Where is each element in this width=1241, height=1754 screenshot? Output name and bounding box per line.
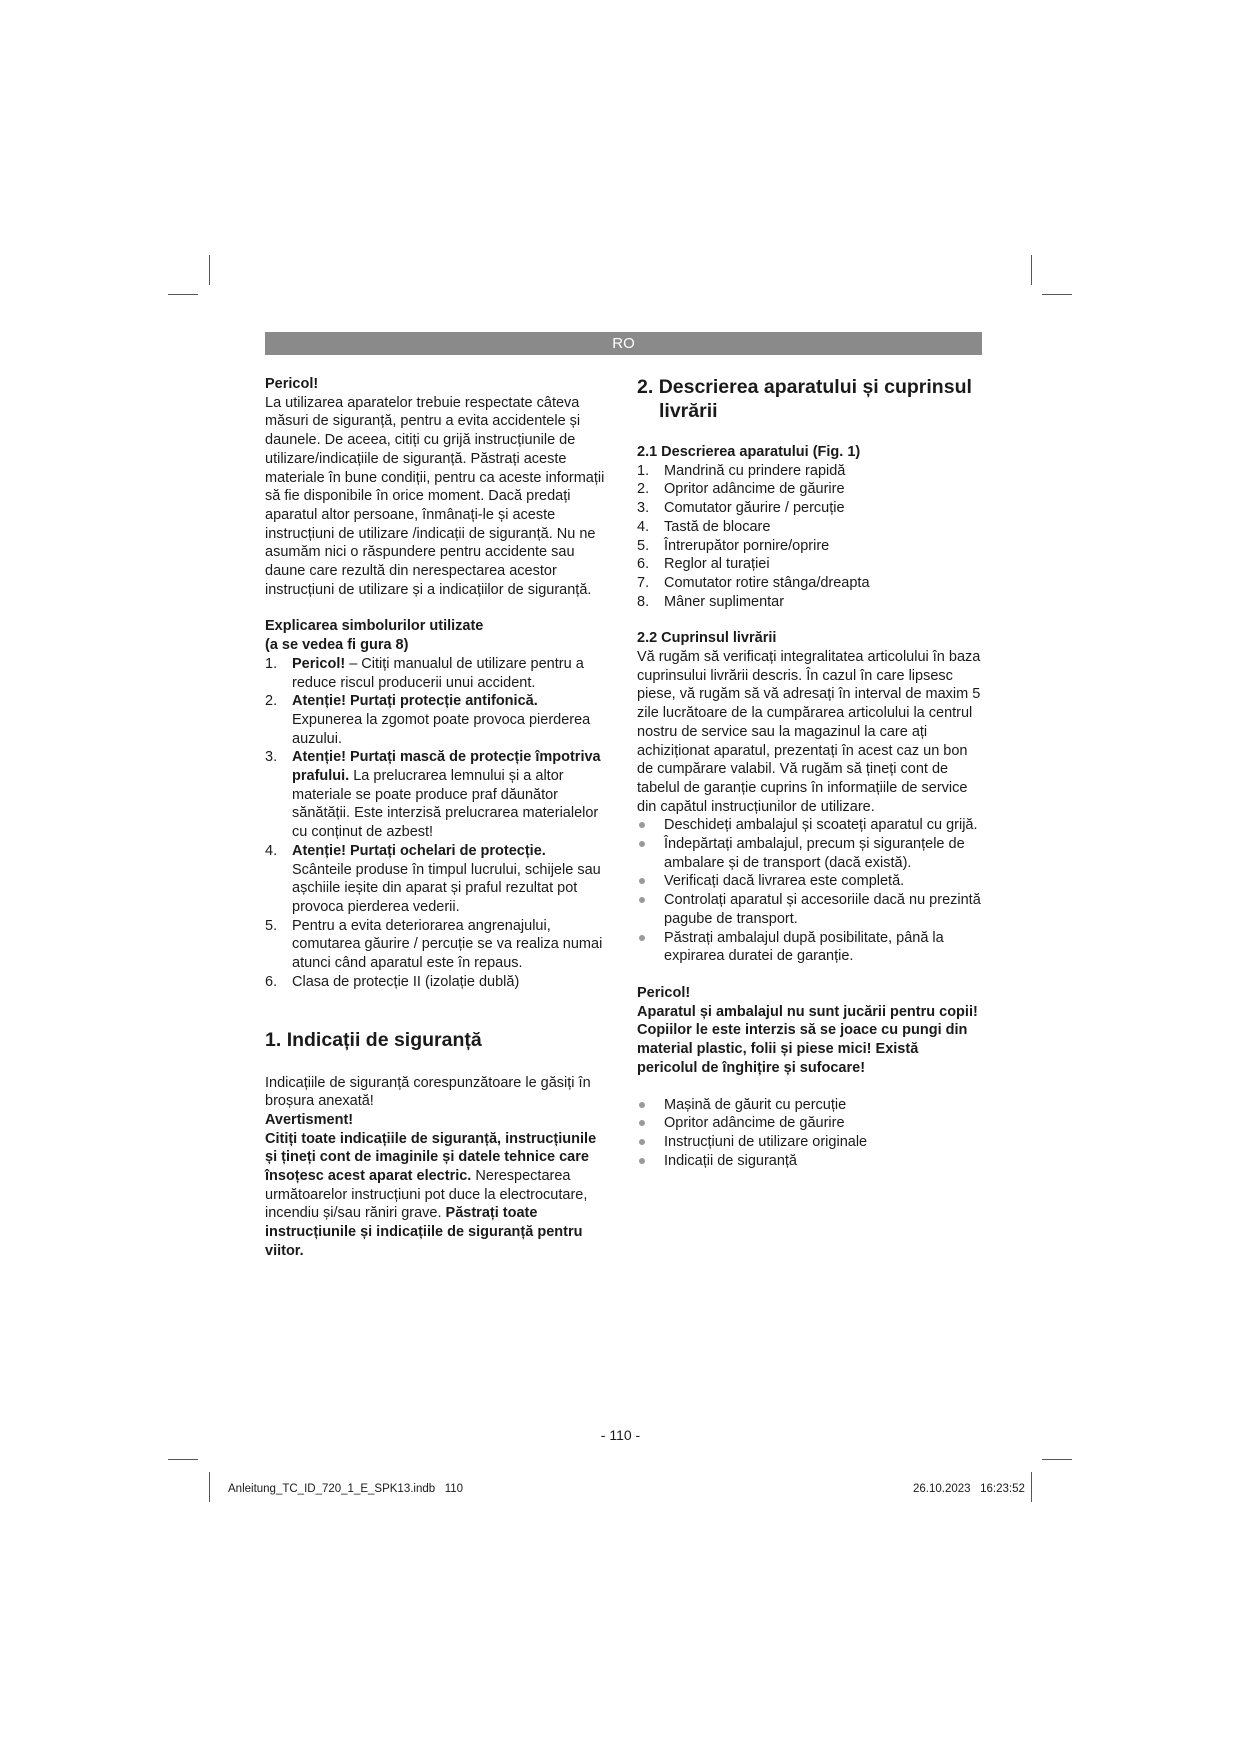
part-item-7: 7. Comutator rotire stânga/dreapta <box>637 574 870 591</box>
bullet-icon <box>639 1102 645 1108</box>
section-2-title: 2. Descrierea aparatului și cuprinsul livrării <box>637 376 972 422</box>
print-date-time: 26.10.2023 16:23:52 <box>913 1483 1025 1495</box>
child-danger-heading: Pericol! <box>637 984 691 1001</box>
symbol-item-5: 5. Pentru a evita deteriorarea angrenajului, comutarea găurire / percuție se va realiza numai atunci când aparatul este în repaus. <box>265 917 603 972</box>
delivery-step: Verificați dacă livrarea este completă. <box>637 872 982 891</box>
symbols-subheading: (a se vedea fi gura 8) <box>265 637 409 654</box>
danger-heading: Pericol! <box>265 376 319 392</box>
child-danger-paragraph: Aparatul și ambalajul nu sunt jucării pentru copii! Copiilor le este interzis să se joace cu pungi din material plastic, folii și piese mici! Există pericolul de înghițire și sufocare! <box>637 1003 978 1076</box>
delivery-step: Deschideți ambalajul și scoateți aparatul cu grijă. <box>637 816 982 835</box>
part-item-1: 1. Mandrină cu prindere rapidă <box>637 462 846 479</box>
bullet-icon <box>639 1120 645 1126</box>
warning-paragraph: Citiți toate indicațiile de siguranță, instrucțiunile și țineți cont de imaginile și datele tehnice care însoțesc acest aparat electric. Nerespectarea următoarelor instrucțiuni pot duce la electrocutare, incendiu și/sau răniri grave. Păstrați toate instrucțiunile și indicațiile de siguranță pentru viitor. <box>265 1130 597 1259</box>
part-item-6: 6. Reglor al turației <box>637 556 770 573</box>
bullet-icon <box>639 878 645 884</box>
delivery-step: Păstrați ambalajul după posibilitate, până la expirarea duratei de garanție. <box>637 929 982 966</box>
symbol-item-1: 1. Pericol! – Citiți manualul de utilizare pentru a reduce riscul producerii unui accident. <box>265 655 584 691</box>
delivery-steps-list <box>637 816 982 966</box>
left-column <box>265 375 606 1261</box>
part-item-3: 3. Comutator găurire / percuție <box>637 500 845 517</box>
package-item: Opritor adâncime de găurire <box>637 1114 982 1133</box>
bullet-icon <box>639 1158 645 1164</box>
symbols-list <box>265 655 606 992</box>
bullet-icon <box>639 935 645 941</box>
file-info: Anleitung_TC_ID_720_1_E_SPK13.indb 110 <box>228 1483 464 1495</box>
bullet-icon <box>639 1139 645 1145</box>
part-item-8: 8. Mâner suplimentar <box>637 593 785 610</box>
symbol-item-3: 3. Atenție! Purtați mască de protecție împotriva prafului. La prelucrarea lemnului și a altor materiale se poate produce praf dăunător sănătății. Este interzisă prelucrarea materialelor cu conținut de azbest! <box>265 749 601 841</box>
part-item-5: 5. Întrerupător pornire/oprire <box>637 537 830 554</box>
crop-mark-bottom-right-vertical <box>1031 1472 1032 1502</box>
symbol-item-4: 4. Atenție! Purtați ochelari de protecție. Scânteile produse în timpul lucrului, schijele sau așchiile ieșite din aparat și praful rezultat pot provoca pierderea vederii. <box>265 842 601 915</box>
crop-mark-bottom-left-horizontal <box>168 1459 198 1460</box>
right-column <box>637 375 982 1170</box>
package-contents-list <box>637 1096 982 1171</box>
crop-mark-top-left-vertical <box>209 255 210 285</box>
delivery-step: Îndepărtați ambalajul, precum și siguranțele de ambalare și de transport (dacă există). <box>637 835 982 872</box>
bullet-icon <box>639 841 645 847</box>
package-item: Mașină de găurit cu percuție <box>637 1096 982 1115</box>
delivery-heading: 2.2 Cuprinsul livrării <box>637 630 777 647</box>
delivery-paragraph: Vă rugăm să verificați integralitatea articolului în baza cuprinsului livrării descris. În cazul în care lipsesc piese, vă rugăm să vă adresați în interval de maxim 5 zile lucrătoare de la cumpărarea articolului la centrul nostru de service sau la magazinul la care ați achiziționat aparatul, prezentați în acest caz un bon de cumpărare valabil. Vă rugăm să țineți cont de tabelul de garanție cuprins în informațiile de service din capătul instrucțiunilor de utilizare. <box>637 649 981 815</box>
symbol-item-2: 2. Atenție! Purtați protecție antifonică. Expunerea la zgomot poate provoca pierderea auzului. <box>265 693 591 747</box>
delivery-step: Controlați aparatul și accesoriile dacă nu prezintă pagube de transport. <box>637 891 982 928</box>
description-heading: 2.1 Descrierea aparatului (Fig. 1) <box>637 444 861 460</box>
package-item: Indicații de siguranță <box>637 1152 982 1171</box>
danger-paragraph: La utilizarea aparatelor trebuie respectate câteva măsuri de siguranță, pentru a evita accidentele și daunele. De aceea, citiți cu grijă instrucțiunile de utilizare/indicațiile de siguranță. Păstrați aceste materiale în bune condiții, pentru ca aceste informații să fie disponibile în orice moment. Dacă predați aparatul altor persoane, înmânați-le și aceste instrucțiuni de utilizare /indicații de siguranță. Nu ne asumăm nici o răspundere pentru accidente sau daune care rezultă din nerespectarea acestor instrucțiuni de utilizare și a indicațiilor de siguranță. <box>265 394 605 598</box>
bullet-icon <box>639 897 645 903</box>
part-item-4: 4. Tastă de blocare <box>637 518 771 535</box>
package-item: Instrucțiuni de utilizare originale <box>637 1133 982 1152</box>
page-number: - 110 - <box>600 1427 641 1443</box>
crop-mark-top-left-horizontal <box>168 294 198 295</box>
bullet-icon <box>639 822 645 828</box>
crop-mark-top-right-vertical <box>1031 255 1032 285</box>
symbol-item-6: 6. Clasa de protecție II (izolație dublă) <box>265 973 520 990</box>
crop-mark-bottom-right-horizontal <box>1042 1459 1072 1460</box>
warning-heading: Avertisment! <box>265 1111 354 1128</box>
section-1-title: 1. Indicații de siguranță <box>265 1028 482 1051</box>
section-1-intro: Indicațiile de siguranță corespunzătoare le găsiți în broșura anexată! <box>265 1074 591 1110</box>
crop-mark-bottom-left-vertical <box>209 1472 210 1502</box>
crop-mark-top-right-horizontal <box>1042 294 1072 295</box>
symbols-heading: Explicarea simbolurilor utilizate <box>265 618 484 635</box>
device-parts-list <box>637 462 982 612</box>
language-header-bar: RO <box>265 332 982 355</box>
part-item-2: 2. Opritor adâncime de găurire <box>637 481 845 498</box>
